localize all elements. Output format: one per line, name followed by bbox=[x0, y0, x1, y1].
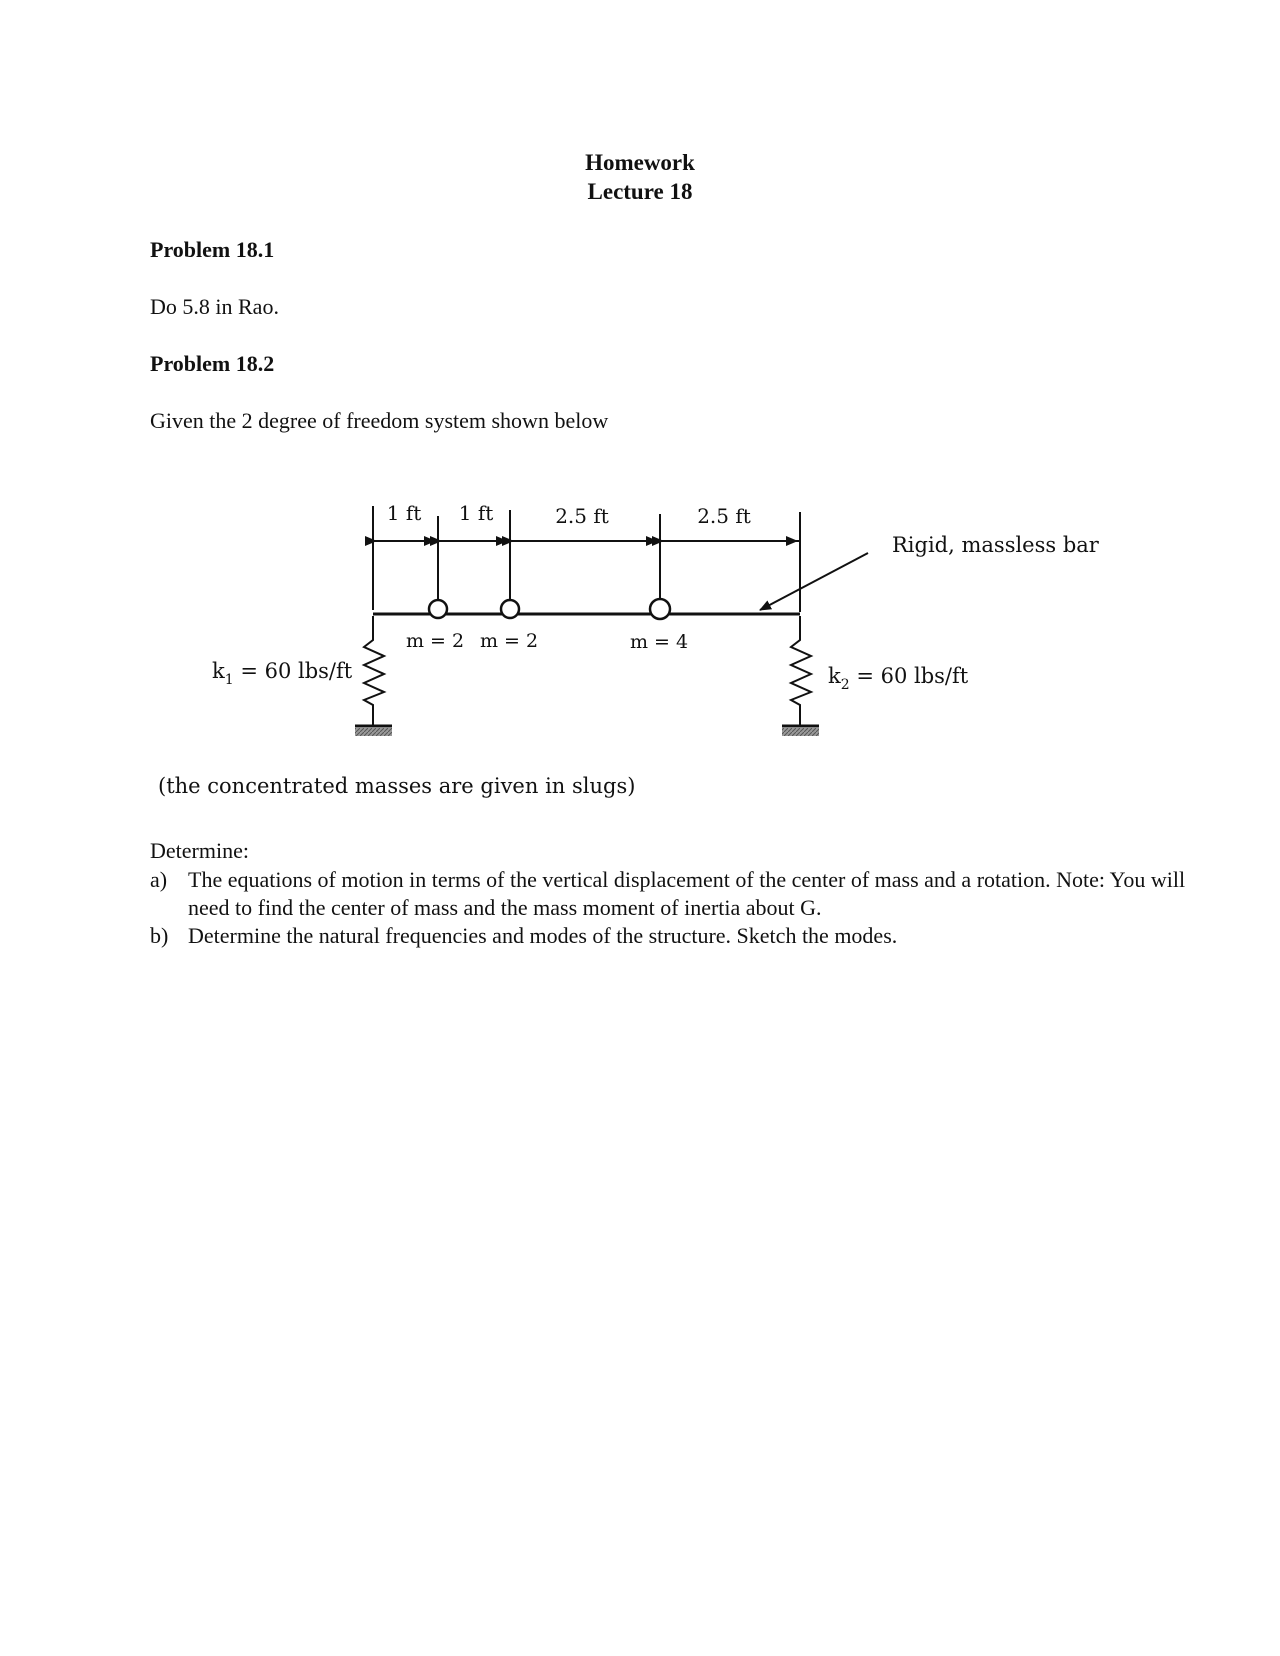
dim-label-4: 2.5 ft bbox=[697, 504, 751, 528]
mass-label-1: m = 2 bbox=[406, 630, 465, 652]
mass-2 bbox=[501, 600, 519, 618]
beam-figure bbox=[0, 480, 1280, 810]
determine-list bbox=[150, 866, 1188, 950]
list-item-text: Determine the natural frequencies and modes of the structure. Sketch the modes. bbox=[188, 923, 898, 948]
dim-label-1: 1 ft bbox=[386, 501, 422, 525]
mass-label-2: m = 2 bbox=[480, 630, 539, 652]
header-subtitle: Lecture 18 bbox=[587, 179, 693, 204]
problem-18-2-title: Problem 18.2 bbox=[150, 351, 275, 376]
spring-k1 bbox=[364, 616, 384, 725]
ground-right bbox=[782, 728, 819, 736]
dim-label-3: 2.5 ft bbox=[555, 504, 609, 528]
determine-heading: Determine: bbox=[150, 838, 249, 863]
problem-18-1-text: Do 5.8 in Rao. bbox=[150, 294, 279, 319]
mass-3 bbox=[650, 599, 670, 619]
list-marker: b) bbox=[150, 923, 169, 948]
list-item bbox=[150, 866, 1188, 922]
spring-k2 bbox=[791, 616, 811, 725]
dim-label-2: 1 ft bbox=[458, 501, 494, 525]
k1-label: $k_1 = 60$ lbs/ft bbox=[212, 659, 353, 688]
bar-label: Rigid, massless bar bbox=[892, 533, 1099, 557]
mass-1 bbox=[429, 600, 447, 618]
list-marker: a) bbox=[150, 867, 168, 892]
mass-label-3: m = 4 bbox=[630, 631, 689, 653]
figure-caption: (the concentrated masses are given in slugs) bbox=[158, 774, 636, 798]
list-item bbox=[150, 922, 1188, 950]
header-title: Homework bbox=[585, 150, 695, 175]
problem-18-1-title: Problem 18.1 bbox=[150, 237, 275, 262]
problem-18-2-intro: Given the 2 degree of freedom system shown below bbox=[150, 408, 609, 433]
ground-left bbox=[355, 728, 392, 736]
k2-label: $k_2 = 60$ lbs/ft bbox=[828, 664, 969, 693]
bar-pointer-arrow bbox=[760, 553, 868, 610]
list-item-text: The equations of motion in terms of the vertical displacement of the center of mass and a rotation. Note: You will need to find the center of mass and the mass moment of inertia about G. bbox=[188, 867, 1186, 920]
